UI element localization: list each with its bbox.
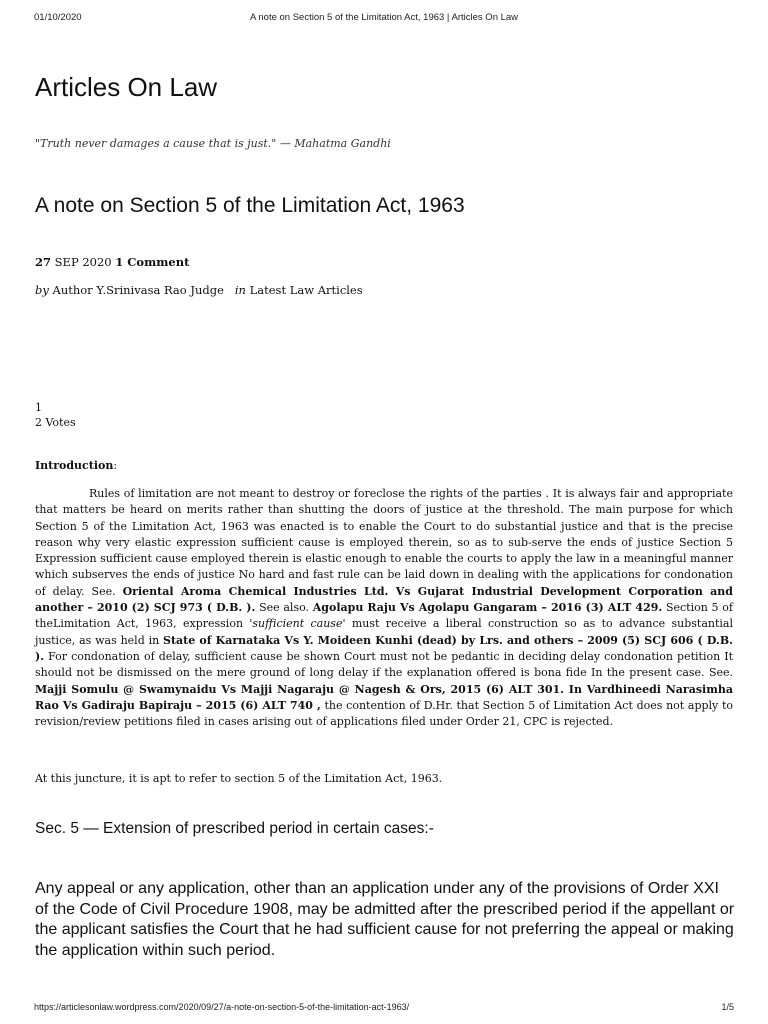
comments-link[interactable]: 1 Comment [115,255,190,269]
para-text-4: must receive a liberal construction so as to advance substantial justice, as was held in [35,617,733,647]
citation-agolapu-raju: Agolapu Raju Vs Agolapu Gangaram – 2016 (3) ALT 429. [312,601,663,615]
post-title[interactable]: A note on Section 5 of the Limitation Act, 1963 [35,194,465,217]
rating-widget [35,400,76,430]
print-url[interactable]: https://articlesonlaw.wordpress.com/2020/09/27/a-note-on-section-5-of-the-limitation-act-1963/ [34,1002,410,1012]
juncture-paragraph: At this juncture, it is apt to refer to section 5 of the Limitation Act, 1963. [35,772,443,785]
para-text-1: Rules of limitation are not meant to destroy or foreclose the rights of the parties . It is always fair and appropriate that matters be heard on merits rather than shutting the doors of justice at the threshold. The main purpose for which Section 5 of the Limitation Act, 1963 was enacted is to enable the Court to do substantial justice and that is the precise reason why very elastic expression sufficient cause is employed therein, so as to sub-serve the ends of justice Section 5 Expression sufficient cause employed therein is elastic enough to enable the courts to apply the law in a meaningful manner which subserves the ends of justice No hard and fast rule can be laid down in dealing with the applications for condonation of delay. See. [35,487,733,598]
introduction-label: Introduction [35,459,114,472]
section-5-heading: Sec. 5 — Extension of prescribed period in certain cases:- [35,820,434,837]
post-meta-date [35,255,189,269]
site-tagline: "Truth never damages a cause that is just." — Mahatma Gandhi [35,137,391,150]
site-title[interactable]: Articles On Law [35,72,218,102]
in-label: in [234,283,246,297]
para-text-3: Section 5 of theLimitation Act, 1963, expression [35,601,733,631]
para-text-5: For condonation of delay, sufficient cause be shown Court must not be pedantic in deciding delay condonation petition It should not be dismissed on the mere ground of long delay if the explanation offered is bona fide In the present case. See. [35,649,733,680]
category-link[interactable]: Latest Law Articles [245,283,363,297]
rating-votes: 2 Votes [35,416,76,429]
citation-state-of-karnataka: State of Karnataka Vs Y. Moideen Kunhi (dead) by Lrs. and others – 2009 (5) SCJ 606 ( D.B. ). [35,633,733,663]
author-link[interactable]: Author Y.Srinivasa Rao Judge [48,283,228,297]
post-date-rest[interactable]: SEP 2020 [51,255,116,269]
para-text-2: See also. [255,601,313,615]
section-5-text: Any appeal or any application, other than an application under any of the provisions of Order XXI of the Code of Civil Procedure 1908, may be admitted after the prescribed period if the appellant or the applicant satisfies the Court that he had sufficient cause for not preferring the appeal or making the application within such period. [35,880,735,959]
by-label: by [35,283,49,297]
print-page-title: A note on Section 5 of the Limitation Act, 1963 | Articles On Law [249,12,519,23]
post-byline [35,283,363,297]
print-date: 01/10/2020 [34,12,82,23]
post-date-day[interactable]: 27 [35,255,52,269]
introduction-heading [35,459,117,472]
para-text-6: the contention of D.Hr. that Section 5 of Limitation Act does not apply to revision/review petitions filed in cases arising out of applications filed under Order 21, CPC is rejected. [35,698,733,729]
sufficient-cause-term: 'sufficient cause' [249,617,346,631]
citation-majji-somulu: Majji Somulu @ Swamynaidu Vs Majji Nagaraju @ Nagesh & Ors, 2015 (6) ALT 301. In Vardhineedi Narasimha Rao Vs Gadiraju Bapiraju – 2015 (6) ALT 740 , [35,682,733,712]
citation-oriental-aroma: Oriental Aroma Chemical Industries Ltd. Vs Gujarat Industrial Development Corporation and another – 2010 (2) SCJ 973 ( D.B. ). [35,584,733,615]
print-page-number: 1/5 [721,1002,734,1012]
rating-value: 1 [35,401,42,414]
introduction-paragraph [35,486,733,730]
introduction-colon: : [113,459,118,472]
